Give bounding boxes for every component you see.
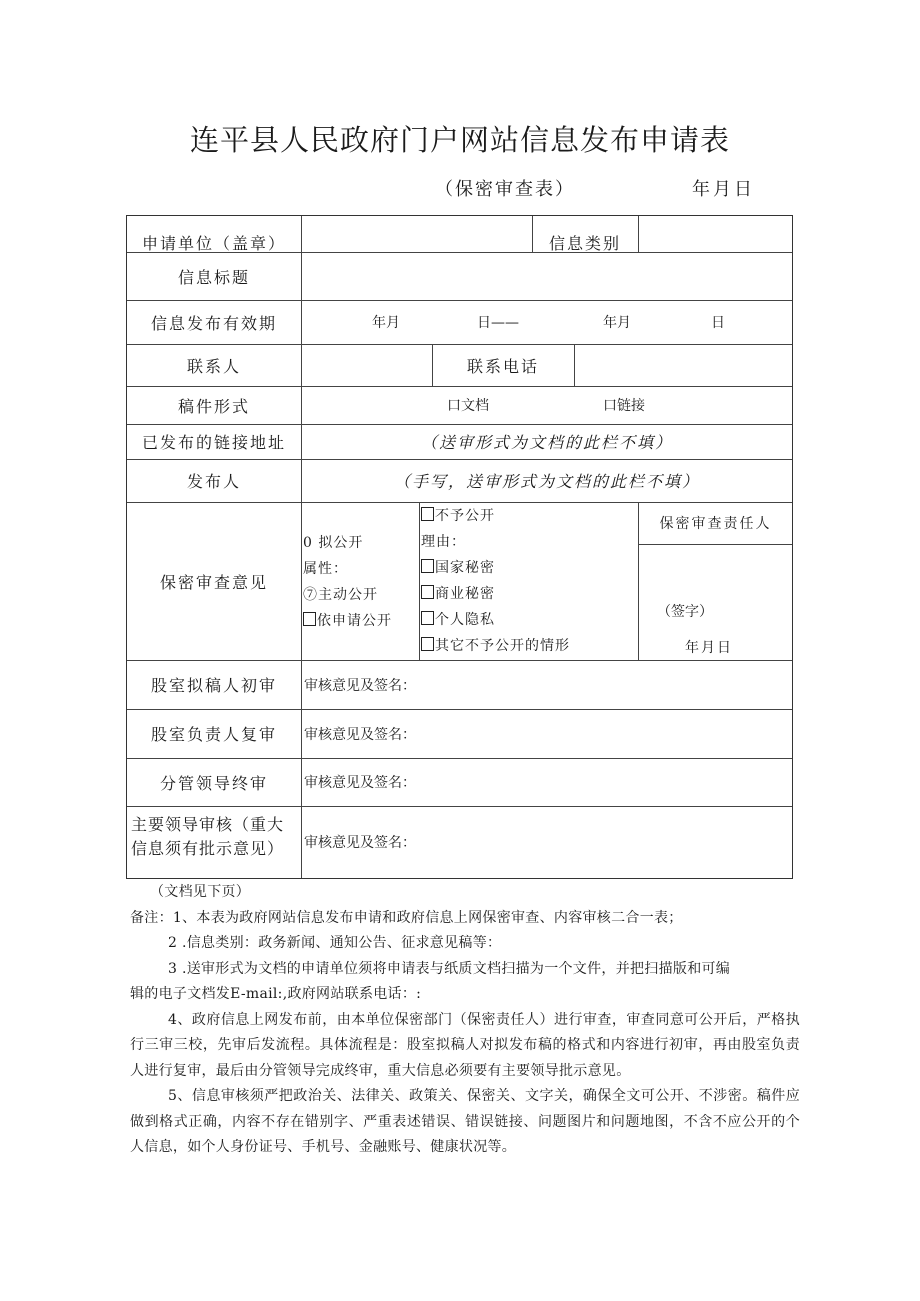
note-5: 5、信息审核须严把政治关、法律关、政策关、保密关、文字关，确保全文可公开、不涉密。稿件应做到格式正确，内容不存在错别字、严重表述错误、错误链接、问题图片和问题地图，不含不应公开的个人信息，如个人身份证号、手机号、金融账号、健康状况等。 xyxy=(130,1088,800,1155)
checkbox-icon xyxy=(303,612,316,626)
phone-label: 联系电话 xyxy=(466,356,539,376)
validity-start-d[interactable]: 日—— xyxy=(477,315,519,331)
note-2: 2 .信息类别：政务新闻、通知公告、征求意见稿等： xyxy=(168,935,502,951)
note-4: 4、政府信息上网发布前，由本单位保密部门（保密责任人）进行审查，审查同意可公开后，严格执行三审三校，先审后发流程。具体流程是：股室拟稿人对拟发布稿的格式和内容进行初审，再由股室负责人进行复审，最后由分管领导完成终审，重大信息必须要有主要领导批示意见。 xyxy=(130,1011,800,1079)
link-label: 已发布的链接地址 xyxy=(141,433,286,452)
doc-next-note: （文档见下页） xyxy=(150,884,251,900)
publisher-note[interactable]: （手写，送审形式为文档的此栏不填） xyxy=(393,472,700,491)
checkbox-icon xyxy=(421,585,434,599)
page-title: 连平县人民政府门户网站信息发布申请表 xyxy=(189,123,730,157)
reason-label: 理由： xyxy=(421,534,466,550)
validity-end-d[interactable]: 日 xyxy=(711,315,725,331)
checkbox-icon xyxy=(421,559,434,573)
public-option-proposed[interactable]: 0 拟公开 xyxy=(303,535,364,551)
checkbox-icon xyxy=(421,507,434,521)
validity-end-ym[interactable]: 年月 xyxy=(603,315,631,331)
phone-input[interactable] xyxy=(575,344,792,386)
review-chief-label: 主要领导审核（重大 信息须有批示意见） xyxy=(131,815,285,858)
signature-label[interactable]: （签字） xyxy=(657,604,713,620)
contact-input[interactable] xyxy=(302,344,432,386)
row-divider xyxy=(638,544,792,545)
applicant-input[interactable] xyxy=(302,216,532,252)
col-divider xyxy=(419,502,420,660)
review-drafter-label: 股室拟稿人初审 xyxy=(150,676,277,695)
format-option-link[interactable]: 口链接 xyxy=(603,398,645,414)
format-option-document[interactable]: 口文档 xyxy=(447,398,489,414)
nonpublic-options xyxy=(421,502,637,660)
publisher-label: 发布人 xyxy=(186,472,241,491)
category-label: 信息类别 xyxy=(548,233,621,253)
reason-privacy[interactable]: 个人隐私 xyxy=(421,607,495,633)
review-section-head-field[interactable]: 审核意见及签名： xyxy=(304,726,416,743)
format-label: 稿件形式 xyxy=(177,396,250,416)
officer-label: 保密审查责任人 xyxy=(659,516,772,532)
form-subtitle: （保密审查表） xyxy=(435,179,575,200)
review-leader-field[interactable]: 审核意见及签名： xyxy=(304,775,416,791)
secrecy-label: 保密审查意见 xyxy=(159,572,268,592)
review-drafter-field[interactable]: 审核意见及签名： xyxy=(304,677,416,694)
checkbox-icon xyxy=(421,611,434,625)
reason-business-secret[interactable]: 商业秘密 xyxy=(421,581,495,607)
public-option-on-request[interactable]: 依申请公开 xyxy=(303,608,392,634)
nonpublic-option[interactable]: 不予公开 xyxy=(421,503,495,529)
note-3a: 3 .送审形式为文档的申请单位须将申请表与纸质文档扫描为一个文件，并把扫描版和可编 xyxy=(168,960,731,977)
signature-date[interactable]: 年月日 xyxy=(685,640,733,656)
review-chief-field[interactable]: 审核意见及签名： xyxy=(304,835,416,851)
attribute-label: 属性： xyxy=(303,561,348,577)
info-title-label: 信息标题 xyxy=(177,267,250,287)
col-divider xyxy=(301,216,302,878)
review-leader-label: 分管领导终审 xyxy=(159,773,268,793)
review-section-head-label: 股室负责人复审 xyxy=(150,725,277,744)
public-options xyxy=(303,512,419,652)
applicant-label: 申请单位（盖章） xyxy=(141,233,286,253)
info-title-input[interactable] xyxy=(302,252,792,300)
validity-label: 信息发布有效期 xyxy=(150,313,277,333)
note-3b: 辑的电子文档发E-mail:,政府网站联系电话：: xyxy=(130,986,422,1002)
note-1: 备注：1、本表为政府网站信息发布申请和政府信息上网保密审查、内容审核二合一表； xyxy=(130,909,683,926)
notes-section xyxy=(130,880,800,1161)
public-option-active[interactable]: ⑦主动公开 xyxy=(303,587,378,603)
validity-start-ym[interactable]: 年月 xyxy=(372,315,400,331)
reason-state-secret[interactable]: 国家秘密 xyxy=(421,555,495,581)
application-form-table xyxy=(126,215,793,879)
category-input[interactable] xyxy=(639,216,792,252)
reason-other[interactable]: 其它不予公开的情形 xyxy=(421,633,570,659)
form-date: 年月日 xyxy=(692,179,755,200)
checkbox-icon xyxy=(421,637,434,651)
contact-label: 联系人 xyxy=(186,356,241,376)
link-note[interactable]: （送审形式为文档的此栏不填） xyxy=(420,433,673,452)
